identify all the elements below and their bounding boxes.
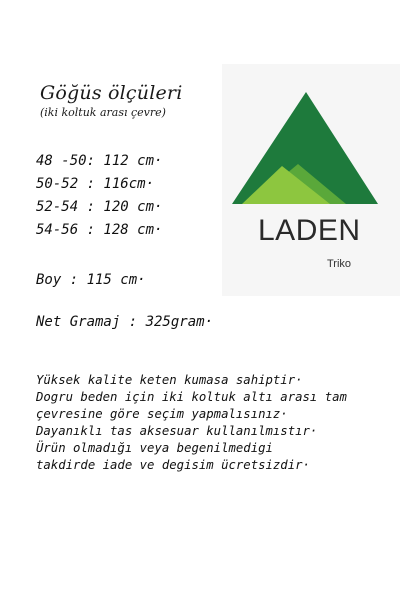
size-list [36, 150, 162, 242]
length-info: Boy : 115 cm· [36, 272, 146, 288]
chest-measurements-title: Göğüs ölçüleri [40, 82, 183, 104]
note-line: takdirde iade ve degisim ücretsizdir· [36, 458, 310, 472]
brand-tagline: Triko [327, 258, 352, 270]
note-line: Ürün olmadığı veya begenilmedigi [36, 441, 273, 455]
note-line: Yüksek kalite keten kumasa sahiptir· [36, 373, 303, 387]
size-row: 54-56 : 128 cm· [36, 222, 163, 238]
weight-info: Net Gramaj : 325gram· [36, 314, 214, 330]
triangle-logo-icon [228, 90, 380, 208]
product-notes [36, 372, 386, 474]
size-row: 52-54 : 120 cm· [36, 199, 163, 215]
note-line: Dogru beden için iki koltuk altı arası tam [36, 390, 347, 404]
size-row: 48 -50: 112 cm· [36, 153, 163, 169]
chest-measurements-subtitle: (iki koltuk arası çevre) [40, 106, 166, 119]
note-line: çevresine göre seçim yapmalısınız· [36, 407, 288, 421]
note-line: Dayanıklı tas aksesuar kullanılmıstır· [36, 424, 318, 438]
size-row: 50-52 : 116cm· [36, 176, 155, 192]
brand-name: LADEN [258, 214, 361, 247]
